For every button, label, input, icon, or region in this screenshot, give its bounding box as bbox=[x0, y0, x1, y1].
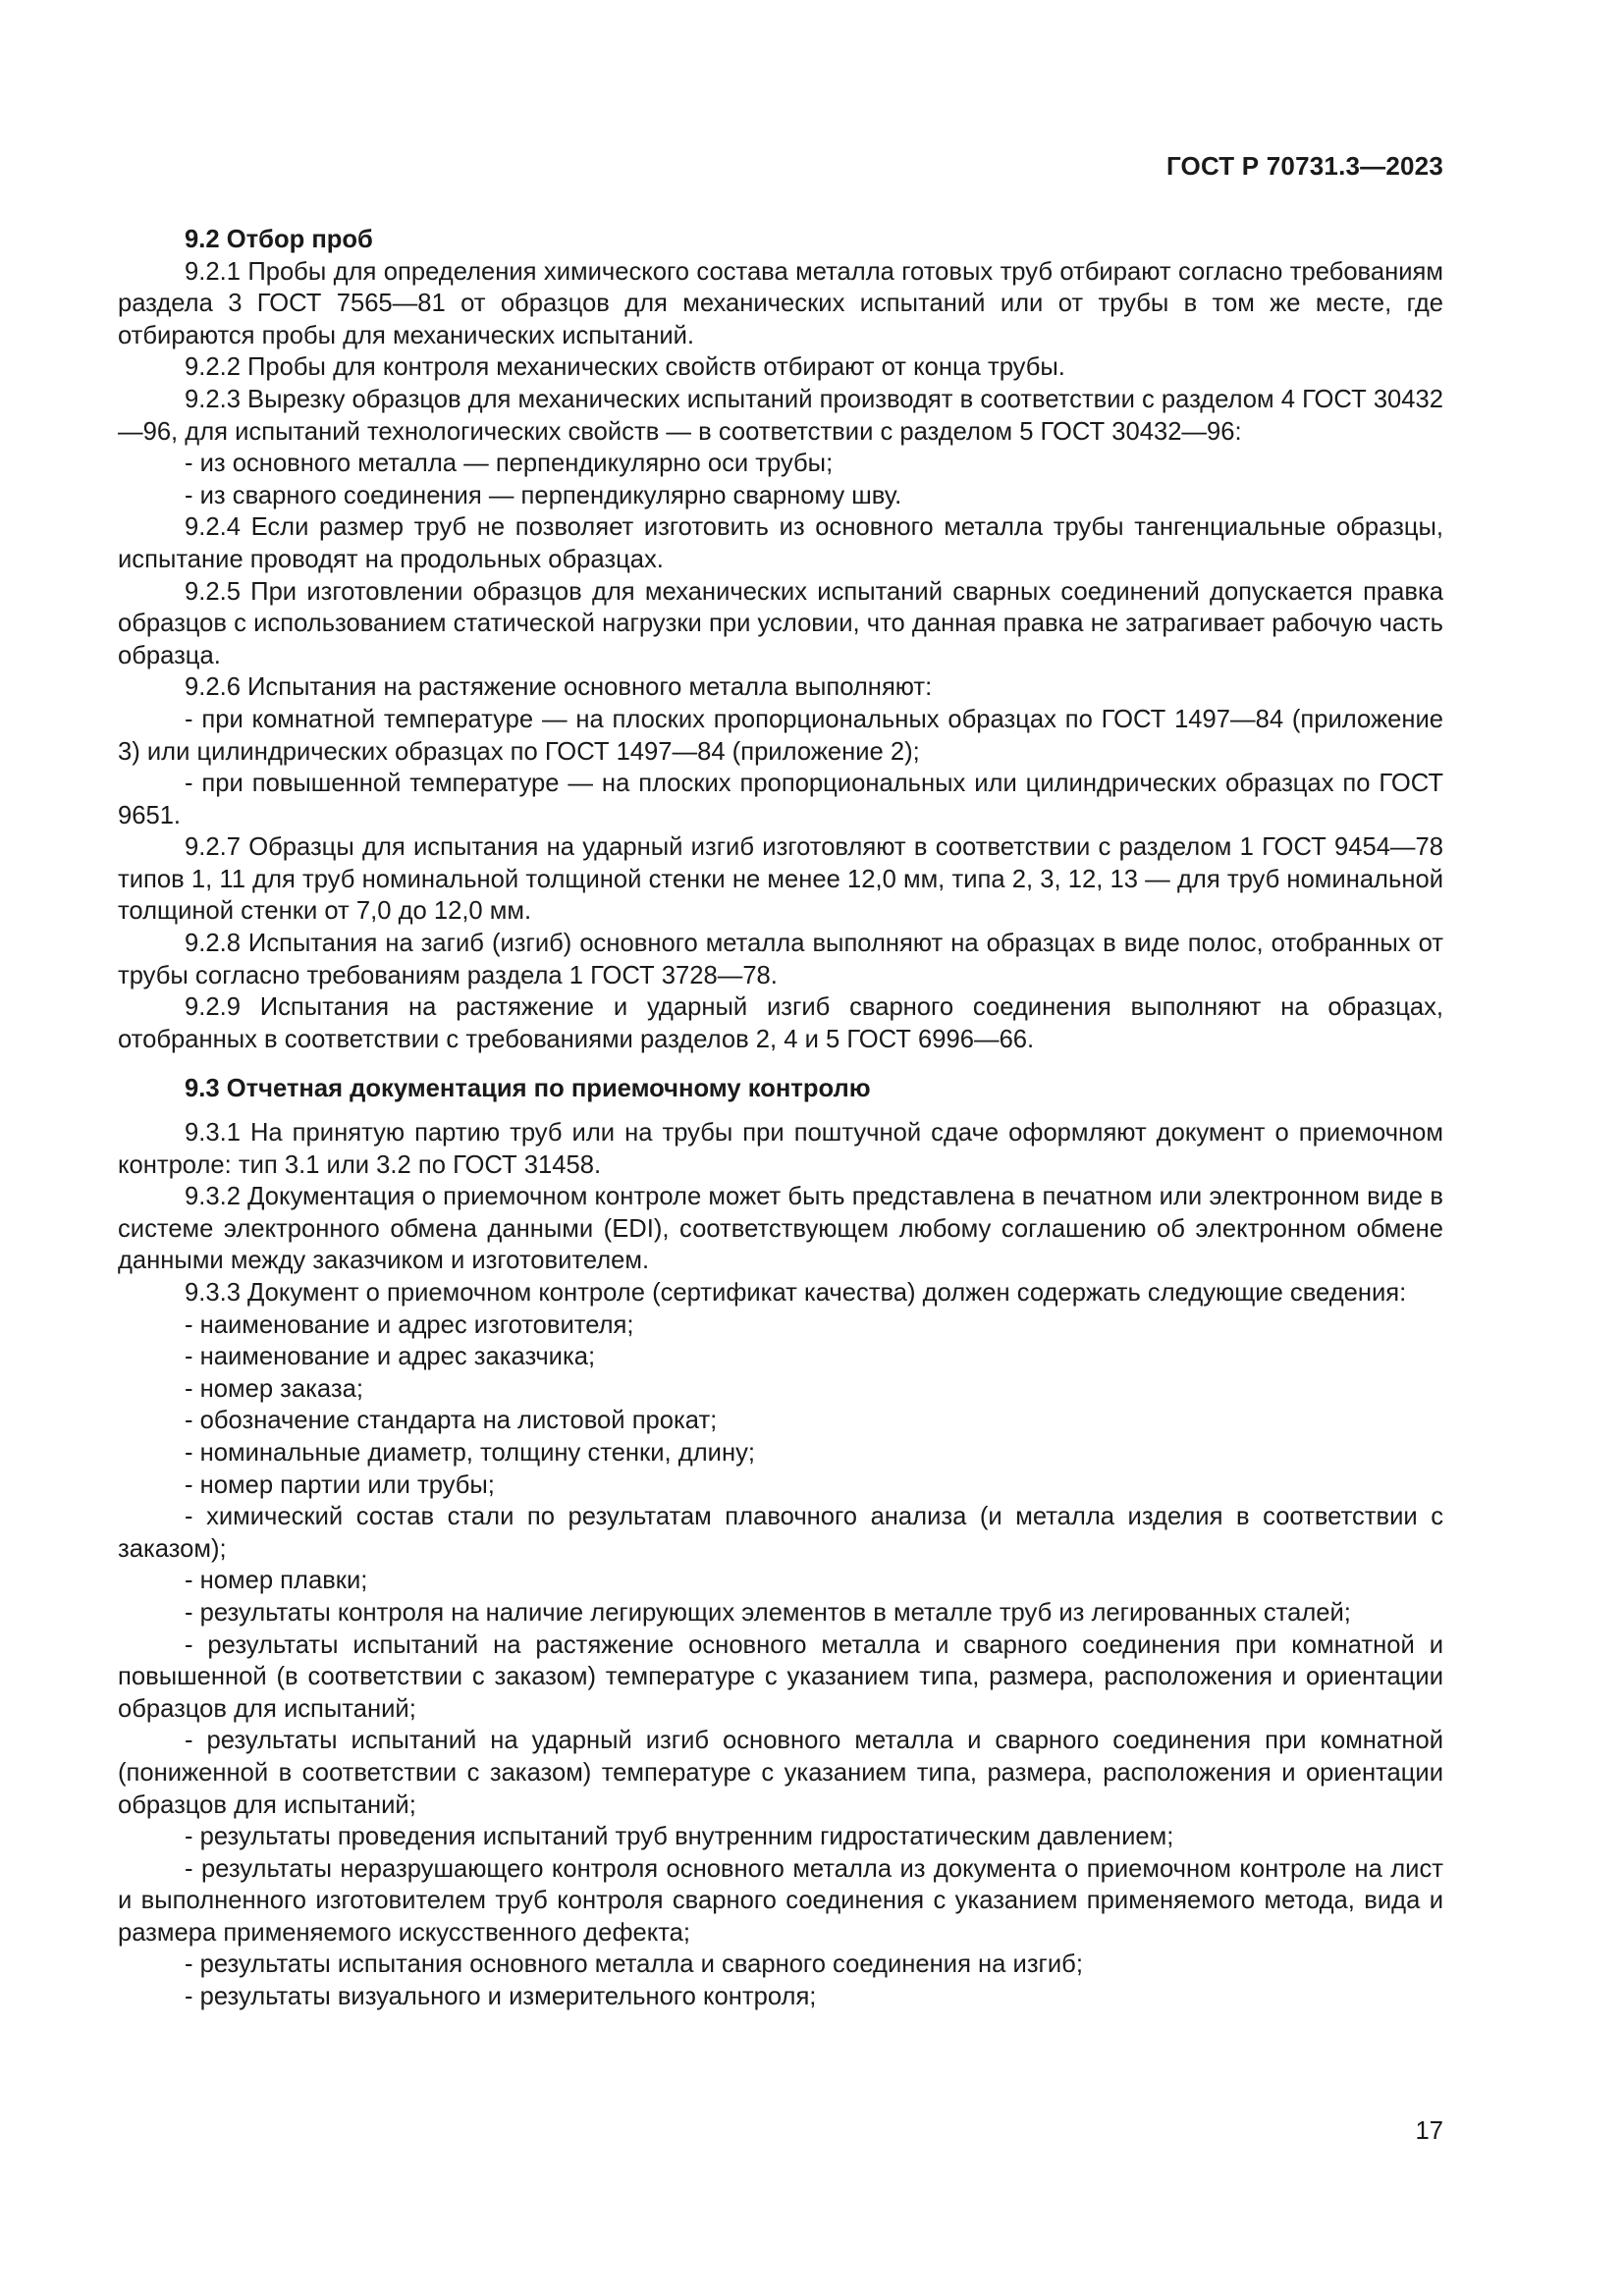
document-body bbox=[118, 224, 1443, 2013]
list-item: - наименование и адрес заказчика; bbox=[185, 1343, 596, 1371]
list-item: - результаты испытаний на ударный изгиб основного металла и сварного соединения при комнатной (пониженной в соответствии с заказом) температуре с указанием типа, размера, расположения и ориентации образцов для испытаний; bbox=[118, 1727, 1443, 1819]
paragraph-9-3-1: 9.3.1 На принятую партию труб или на трубы при поштучной сдаче оформляют документ о приемочном контроле: тип 3.1 или 3.2 по ГОСТ 31458. bbox=[118, 1119, 1443, 1179]
list-item: - результаты испытаний на растяжение основного металла и сварного соединения при комнатной и повышенной (в соответствии с заказом) температуре с указанием типа, размера, расположения и ориентации образцов для испытаний; bbox=[118, 1630, 1443, 1723]
paragraph-9-2-2: 9.2.2 Пробы для контроля механических свойств отбирают от конца трубы. bbox=[185, 353, 1065, 382]
section-heading-9-2: 9.2 Отбор проб bbox=[185, 226, 373, 253]
list-item: - при повышенной температуре — на плоских пропорциональных или цилиндрических образцах по ГОСТ 9651. bbox=[118, 770, 1443, 829]
list-item: - результаты испытания основного металла и сварного соединения на изгиб; bbox=[185, 1950, 1083, 1979]
document-page bbox=[118, 0, 1443, 2296]
list-item: - обозначение стандарта на листовой прокат; bbox=[185, 1407, 718, 1435]
list-item: - из сварного соединения — перпендикулярно сварному шву. bbox=[185, 481, 902, 509]
list-item: - результаты неразрушающего контроля основного металла из документа о приемочном контроле на лист и выполненного изготовителем труб контроля сварного соединения с указанием применяемого метода, вида и размера применяемого искусственного дефекта; bbox=[118, 1854, 1443, 1947]
paragraph-9-2-9: 9.2.9 Испытания на растяжение и ударный изгиб сварного соединения выполняют на образцах, отобранных в соответствии с требованиями разделов 2, 4 и 5 ГОСТ 6996—66. bbox=[118, 993, 1443, 1053]
list-item: - из основного металла — перпендикулярно оси трубы; bbox=[185, 450, 834, 478]
paragraph-9-2-5: 9.2.5 При изготовлении образцов для механических испытаний сварных соединений допускается правка образцов с использованием статической нагрузки при условии, что данная правка не затрагивает рабочую часть образца. bbox=[118, 577, 1443, 669]
list-item: - номер партии или трубы; bbox=[185, 1470, 495, 1499]
paragraph-9-3-2: 9.3.2 Документация о приемочном контроле может быть представлена в печатном или электронном виде в системе электронного обмена данными (EDI), соответствующем любому соглашению об электронном обмене данными между заказчиком и изготовителем. bbox=[118, 1183, 1443, 1275]
paragraph-9-2-7: 9.2.7 Образцы для испытания на ударный изгиб изготовляют в соответствии с разделом 1 ГОСТ 9454—78 типов 1, 11 для труб номинальной толщиной стенки не менее 12,0 мм, типа 2, 3, 12, 13 — для труб номинальной толщиной стенки от 7,0 до 12,0 мм. bbox=[118, 833, 1443, 926]
paragraph-9-2-1: 9.2.1 Пробы для определения химического состава металла готовых труб отбирают согласно требованиям раздела 3 ГОСТ 7565—81 от образцов для механических испытаний или от трубы в том же месте, где отбираются пробы для механических испытаний. bbox=[118, 257, 1443, 349]
page-number: 17 bbox=[1415, 2117, 1443, 2145]
list-item: - результаты контроля на наличие легирующих элементов в металле труб из легированных сталей; bbox=[185, 1598, 1351, 1627]
paragraph-9-2-6: 9.2.6 Испытания на растяжение основного металла выполняют: bbox=[185, 673, 933, 702]
list-item: - номер заказа; bbox=[185, 1374, 363, 1403]
section-heading-9-3: 9.3 Отчетная документация по приемочному контролю bbox=[185, 1075, 871, 1103]
list-item: - наименование и адрес изготовителя; bbox=[185, 1310, 634, 1339]
paragraph-9-2-3: 9.2.3 Вырезку образцов для механических испытаний производят в соответствии с разделом 4 ГОСТ 30432—96, для испытаний технологических свойств — в соответствии с разделом 5 ГОСТ 30432—96: bbox=[118, 385, 1443, 446]
list-item: - номер плавки; bbox=[185, 1567, 368, 1595]
list-item: - химический состав стали по результатам плавочного анализа (и металла изделия в соответствии с заказом); bbox=[118, 1503, 1443, 1563]
list-item: - результаты проведения испытаний труб внутренним гидростатическим давлением; bbox=[185, 1823, 1174, 1851]
paragraph-9-2-8: 9.2.8 Испытания на загиб (изгиб) основного металла выполняют на образцах в виде полос, отобранных от трубы согласно требованиям раздела 1 ГОСТ 3728—78. bbox=[118, 930, 1443, 989]
list-item: - номинальные диаметр, толщину стенки, длину; bbox=[185, 1438, 755, 1467]
list-item: - при комнатной температуре — на плоских пропорциональных образцах по ГОСТ 1497—84 (приложение 3) или цилиндрических образцах по ГОСТ 1497—84 (приложение 2); bbox=[118, 705, 1443, 766]
document-header-id: ГОСТ Р 70731.3—2023 bbox=[1165, 151, 1443, 181]
list-item: - результаты визуального и измерительного контроля; bbox=[185, 1983, 817, 2011]
paragraph-9-3-3: 9.3.3 Документ о приемочном контроле (сертификат качества) должен содержать следующие сведения: bbox=[185, 1279, 1407, 1307]
paragraph-9-2-4: 9.2.4 Если размер труб не позволяет изготовить из основного металла трубы тангенциальные образцы, испытание проводят на продольных образцах. bbox=[118, 513, 1443, 573]
